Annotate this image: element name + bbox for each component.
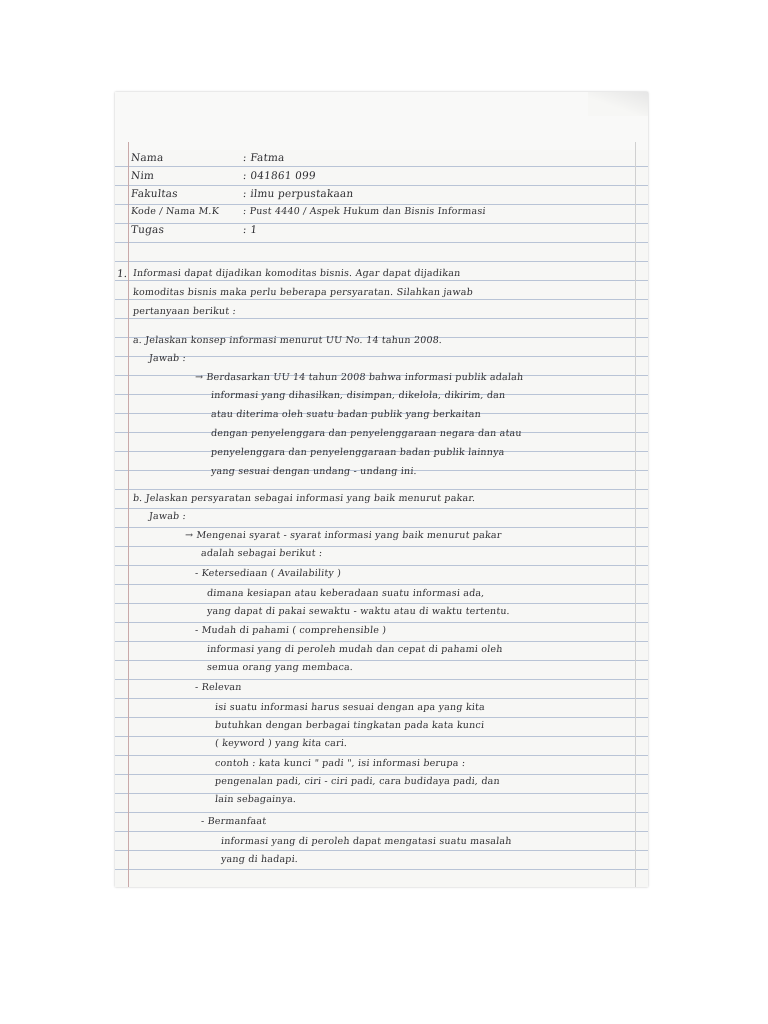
question-1-number: 1. (116, 268, 129, 280)
question-b-jawab: Jawab : (148, 511, 187, 522)
page-fold-corner (588, 92, 648, 116)
question-b-line: b. Jelaskan persyaratan sebagai informasi yang baik menurut pakar. (132, 493, 476, 504)
question-1-line: pertanyaan berikut : (132, 306, 237, 317)
label-fakultas: Fakultas (130, 188, 179, 200)
right-margin-line (635, 142, 636, 887)
label-nama: Nama (130, 152, 165, 164)
answer-b-line: contoh : kata kunci " padi ", isi informasi berupa : (214, 758, 466, 769)
answer-b-heading-relevan: - Relevan (194, 682, 243, 693)
answer-a-line: informasi yang dihasilkan, disimpan, dikelola, dikirim, dan (210, 390, 506, 401)
answer-b-heading-availability: - Ketersediaan ( Availability ) (194, 568, 342, 579)
answer-b-line: informasi yang di peroleh mudah dan cepat di pahami oleh (206, 644, 504, 655)
question-1-line: Informasi dapat dijadikan komoditas bisnis. Agar dapat dijadikan (132, 268, 462, 279)
notebook-page (115, 92, 648, 887)
answer-a-line: yang sesuai dengan undang - undang ini. (210, 466, 418, 477)
answer-a-line: atau diterima oleh suatu badan publik yang berkaitan (210, 409, 482, 420)
answer-b-line: semua orang yang membaca. (206, 662, 354, 673)
answer-b-line: isi suatu informasi harus sesuai dengan apa yang kita (214, 702, 486, 713)
answer-a-line: dengan penyelenggara dan penyelenggaraan negara dan atau (210, 428, 523, 439)
answer-b-heading-comprehensible: - Mudah di pahami ( comprehensible ) (194, 625, 387, 636)
answer-b-line: dimana kesiapan atau keberadaan suatu informasi ada, (206, 588, 486, 599)
label-tugas: Tugas (130, 224, 165, 236)
question-1-line: komoditas bisnis maka perlu beberapa persyaratan. Silahkan jawab (132, 287, 474, 298)
label-kode-nama-mk: Kode / Nama M.K (130, 206, 220, 217)
value-nama: : Fatma (242, 152, 286, 164)
answer-b-line: butuhkan dengan berbagai tingkatan pada kata kunci (214, 720, 485, 731)
answer-b-line: ( keyword ) yang kita cari. (214, 738, 348, 749)
answer-b-line: yang di hadapi. (220, 854, 299, 865)
question-a-jawab: Jawab : (148, 353, 187, 364)
margin-line (128, 142, 129, 887)
value-nim: : 041861 099 (242, 170, 317, 182)
value-fakultas: : ilmu perpustakaan (242, 188, 355, 200)
answer-b-line: yang dapat di pakai sewaktu - waktu atau di waktu tertentu. (206, 606, 511, 617)
answer-b-line: pengenalan padi, ciri - ciri padi, cara budidaya padi, dan (214, 776, 501, 787)
value-kode-nama-mk: : Pust 4440 / Aspek Hukum dan Bisnis Informasi (242, 206, 487, 217)
label-nim: Nim (130, 170, 155, 182)
answer-b-line: adalah sebagai berikut : (200, 548, 323, 559)
answer-a-line: → Berdasarkan UU 14 tahun 2008 bahwa informasi publik adalah (194, 372, 524, 383)
answer-b-line: informasi yang di peroleh dapat mengatasi suatu masalah (220, 836, 513, 847)
answer-b-line: → Mengenai syarat - syarat informasi yang baik menurut pakar (184, 530, 503, 541)
answer-b-line: lain sebagainya. (214, 794, 297, 805)
answer-a-line: penyelenggara dan penyelenggaraan badan publik lainnya (210, 447, 506, 458)
answer-b-heading-bermanfaat: - Bermanfaat (200, 816, 267, 827)
question-a-line: a. Jelaskan konsep informasi menurut UU No. 14 tahun 2008. (132, 335, 443, 346)
value-tugas: : 1 (242, 224, 258, 236)
